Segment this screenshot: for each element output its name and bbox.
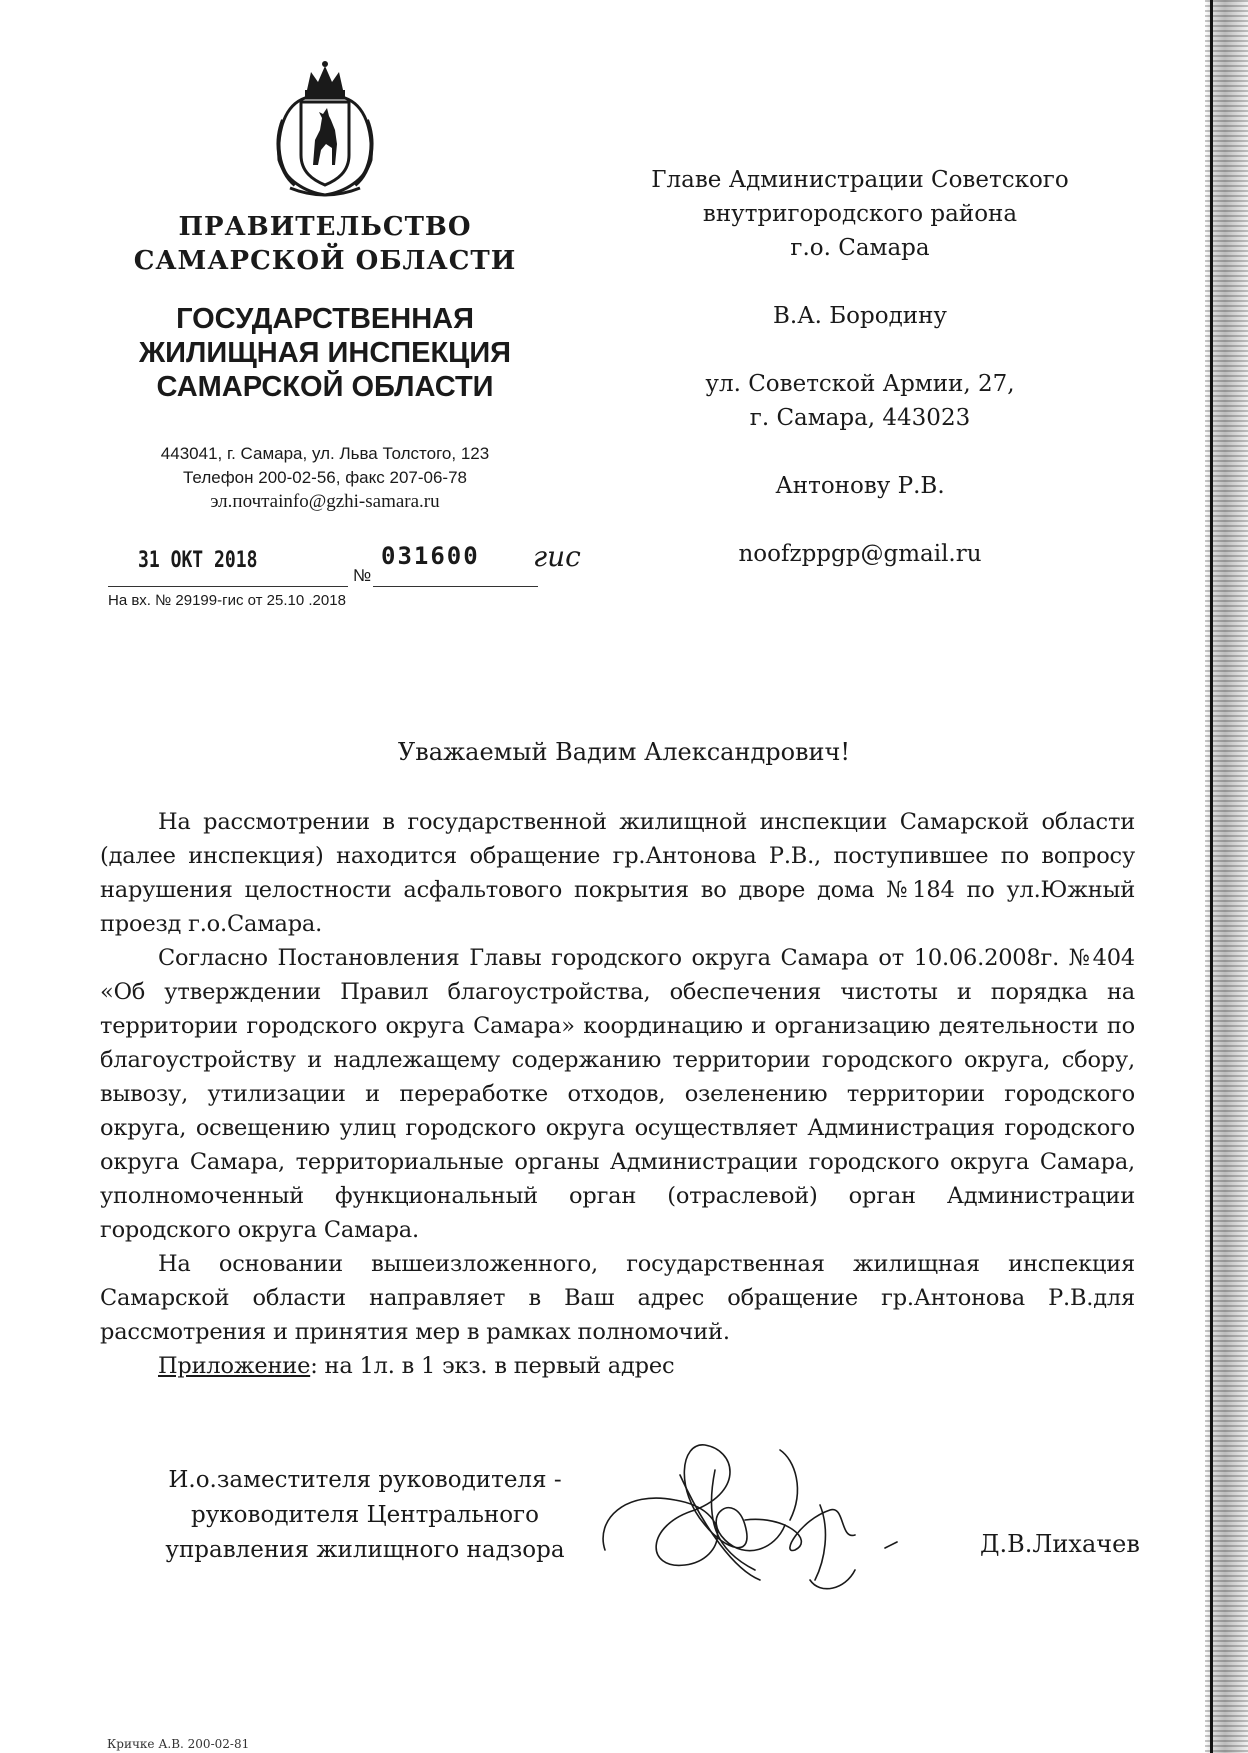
copy-recipient-email: noofzppgp@gmail.ru xyxy=(738,541,982,567)
addressee-block xyxy=(600,163,1120,571)
copy-recipient: Антонову Р.В. xyxy=(775,473,945,499)
addressee-address-2: г. Самара, 443023 xyxy=(749,405,971,431)
sender-contacts xyxy=(95,442,555,514)
signer-title-3: управления жилищного надзора xyxy=(165,1537,565,1563)
performer-note: Кричке А.В. 200-02-81 xyxy=(107,1737,250,1751)
addressee-line-3: г.о. Самара xyxy=(790,235,930,261)
registration-date-stamp: 31 ОКТ 2018 xyxy=(138,548,258,573)
signer-position xyxy=(140,1463,590,1568)
letterhead xyxy=(95,60,555,514)
appendix-text: : на 1л. в 1 экз. в первый адрес xyxy=(310,1353,675,1379)
addressee-address-1: ул. Советской Армии, 27, xyxy=(705,371,1015,397)
signer-title-1: И.о.заместителя руководителя - xyxy=(168,1467,562,1493)
handwritten-signature xyxy=(585,1430,955,1605)
paragraph-1: На рассмотрении в государственной жилищной инспекции Самарской области (далее инспекция) находится обращение гр.Антонова Р.В., поступившее по вопросу нарушения целостности асфальтового покрытия во дворе дома №184 по ул.Южный проезд г.о.Самара. xyxy=(100,809,1135,937)
salutation: Уважаемый Вадим Александрович! xyxy=(397,738,851,766)
samara-coat-of-arms-icon xyxy=(265,60,385,200)
number-label: № xyxy=(353,566,372,585)
gov-line-2: САМАРСКОЙ ОБЛАСТИ xyxy=(133,246,517,276)
registration-line xyxy=(108,540,581,585)
government-title xyxy=(95,210,555,278)
paragraph-3: На основании вышеизложенного, государственная жилищная инспекция Самарской области направляет в Ваш адрес обращение гр.Антонова Р.В.для рассмотрения и принятия мер в рамках полномочий. xyxy=(100,1251,1135,1345)
addressee-line-1: Главе Администрации Советского xyxy=(651,167,1069,193)
letter-body xyxy=(100,805,1135,1383)
registration-number-suffix: гис xyxy=(533,540,581,573)
paragraph-2: Согласно Постановления Главы городского округа Самара от 10.06.2008г. №404 «Об утверждении Правил благоустройства, обеспечения чистоты и порядка на территории городского округа Самара» координацию и организацию деятельности по благоустройству и надлежащему содержанию территории городского округа, сбору, вывозу, утилизации и переработке отходов, озеленению территории городского округа, освещению улиц городского округа осуществляет Администрация городского округа Самара, территориальные органы Администрации городского округа Самара, уполномоченный функциональный орган (отраслевой) орган Администрации городского округа Самара. xyxy=(100,945,1135,1243)
incoming-reference: На вх. № 29199-гис от 25.10 .2018 xyxy=(108,592,346,609)
signer-title-2: руководителя Центрального xyxy=(191,1502,539,1528)
appendix-label: Приложение xyxy=(158,1353,311,1379)
sender-email: эл.почтаinfo@gzhi-samara.ru xyxy=(210,491,440,512)
insp-line-3: САМАРСКОЙ ОБЛАСТИ xyxy=(156,371,494,403)
scan-edge-line xyxy=(1210,0,1213,1753)
appendix-line xyxy=(100,1349,1135,1383)
gov-line-1: ПРАВИТЕЛЬСТВО xyxy=(178,212,472,242)
date-underline xyxy=(108,586,348,587)
signer-name: Д.В.Лихачев xyxy=(980,1530,1140,1558)
sender-phone: Телефон 200-02-56, факс 207-06-78 xyxy=(183,468,467,487)
sender-address: 443041, г. Самара, ул. Льва Толстого, 123 xyxy=(160,444,490,463)
number-underline xyxy=(373,586,538,587)
addressee-line-2: внутригородского района xyxy=(702,201,1018,227)
inspection-title xyxy=(95,302,555,404)
insp-line-1: ГОСУДАРСТВЕННАЯ xyxy=(176,303,474,335)
insp-line-2: ЖИЛИЩНАЯ ИНСПЕКЦИЯ xyxy=(138,337,512,369)
registration-number-stamp: 031600 xyxy=(381,542,480,570)
addressee-name: В.А. Бородину xyxy=(773,303,947,329)
